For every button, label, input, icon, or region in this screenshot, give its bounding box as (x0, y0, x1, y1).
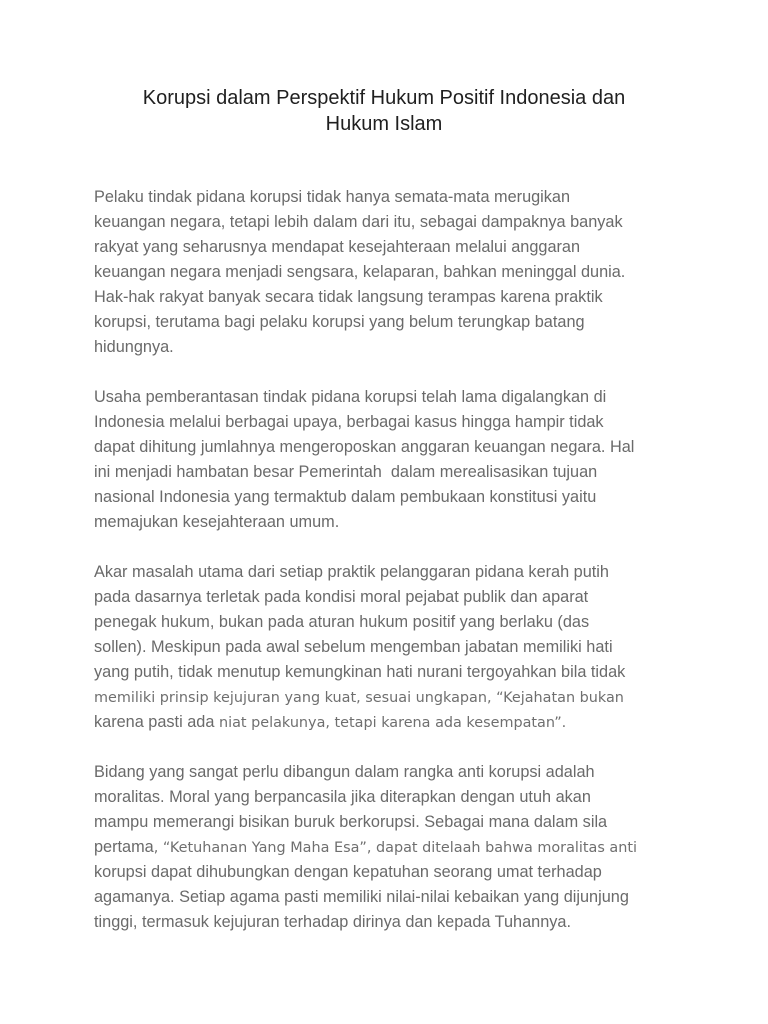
text-line (94, 185, 694, 210)
text-line (94, 410, 694, 435)
text-segment: dapat dihitung jumlahnya mengeroposkan anggaran keuangan negara. Hal (94, 438, 635, 456)
text-line (94, 885, 694, 910)
title-line: Hukum Islam (325, 113, 443, 135)
text-segment-alt: , “Ketuhanan Yang Maha Esa”, dapat ditelaah bahwa moralitas anti (153, 840, 638, 856)
text-segment: yang putih, tidak menutup kemungkinan hati nurani tergoyahkan bila tidak (94, 663, 626, 681)
text-segment: agamanya. Setiap agama pasti memiliki nilai-nilai kebaikan yang dijunjung (94, 888, 629, 906)
document-body (94, 185, 694, 960)
text-segment: keuangan negara, tetapi lebih dalam dari itu, sebagai dampaknya banyak (94, 213, 623, 231)
text-line (94, 310, 694, 335)
text-line (94, 860, 694, 885)
document-title (94, 85, 674, 137)
text-line (94, 710, 694, 735)
paragraph-1 (94, 185, 694, 360)
text-segment: Indonesia melalui berbagai upaya, berbagai kasus hingga hampir tidak (94, 413, 604, 431)
text-line (94, 660, 694, 685)
text-segment: penegak hukum, bukan pada aturan hukum positif yang berlaku (das (94, 613, 590, 631)
text-line (94, 610, 694, 635)
text-line (94, 335, 694, 360)
text-line (94, 685, 694, 710)
text-line (94, 435, 694, 460)
text-line (94, 560, 694, 585)
text-line (94, 285, 694, 310)
text-segment: hidungnya. (94, 338, 174, 356)
text-segment-alt: memiliki prinsip kejujuran yang kuat, sesuai ungkapan, “Kejahatan bukan (94, 690, 624, 706)
text-segment: mampu memerangi bisikan buruk berkorupsi. Sebagai mana dalam sila (94, 813, 608, 831)
text-segment: sollen). Meskipun pada awal sebelum mengemban jabatan memiliki hati (94, 638, 613, 656)
text-segment: Akar masalah utama dari setiap praktik pelanggaran pidana kerah putih (94, 563, 609, 581)
paragraph-4 (94, 760, 694, 935)
text-segment: Bidang yang sangat perlu dibangun dalam rangka anti korupsi adalah (94, 763, 595, 781)
text-line (94, 835, 694, 860)
text-line (94, 635, 694, 660)
text-segment: Usaha pemberantasan tindak pidana korupsi telah lama digalangkan di (94, 388, 607, 406)
text-segment: rakyat yang seharusnya mendapat kesejahteraan melalui anggaran (94, 238, 581, 256)
text-line (94, 260, 694, 285)
text-segment: Hak-hak rakyat banyak secara tidak langsung terampas karena praktik (94, 288, 603, 306)
text-line (94, 585, 694, 610)
text-line (94, 210, 694, 235)
text-line (94, 910, 694, 935)
text-line (94, 460, 694, 485)
text-line (94, 510, 694, 535)
text-segment: nasional Indonesia yang termaktub dalam pembukaan konstitusi yaitu (94, 488, 597, 506)
text-segment: Pelaku tindak pidana korupsi tidak hanya semata-mata merugikan (94, 188, 571, 206)
text-segment-alt: niat pelakunya, tetapi karena ada kesempatan”. (214, 715, 567, 731)
text-segment: korupsi, terutama bagi pelaku korupsi yang belum terungkap batang (94, 313, 585, 331)
paragraph-2 (94, 385, 694, 535)
paragraph-3 (94, 560, 694, 735)
title-line: Korupsi dalam Perspektif Hukum Positif Indonesia dan (142, 87, 626, 109)
text-segment: tinggi, termasuk kejujuran terhadap dirinya dan kepada Tuhannya. (94, 913, 571, 931)
text-segment: memajukan kesejahteraan umum. (94, 513, 340, 531)
text-segment: korupsi dapat dihubungkan dengan kepatuhan seorang umat terhadap (94, 863, 602, 881)
text-segment: pertama (94, 838, 154, 856)
text-segment: moralitas. Moral yang berpancasila jika diterapkan dengan utuh akan (94, 788, 591, 806)
text-line (94, 485, 694, 510)
text-line (94, 385, 694, 410)
text-line (94, 760, 694, 785)
text-segment: ini menjadi hambatan besar Pemerintah dalam merealisasikan tujuan (94, 463, 598, 481)
text-line (94, 785, 694, 810)
text-line (94, 235, 694, 260)
text-segment: keuangan negara menjadi sengsara, kelaparan, bahkan meninggal dunia. (94, 263, 626, 281)
text-line (94, 810, 694, 835)
text-segment: karena pasti ada (94, 713, 215, 731)
text-segment: pada dasarnya terletak pada kondisi moral pejabat publik dan aparat (94, 588, 589, 606)
